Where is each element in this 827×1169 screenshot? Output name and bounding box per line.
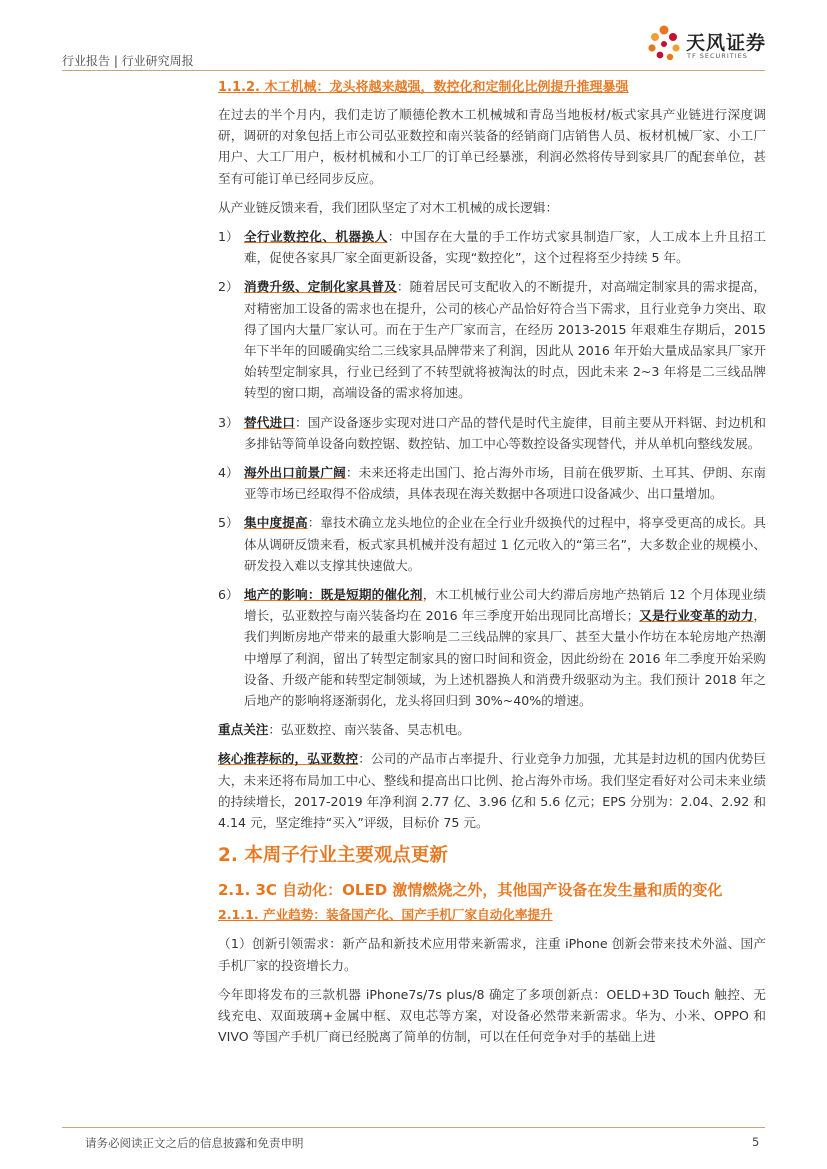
footer-divider	[62, 1127, 765, 1128]
header-divider	[62, 70, 765, 71]
list-item: 5） 集中度提高：靠技术确立龙头地位的企业在全行业升级换代的过程中，将享受更高的成长。具体从调研反馈来看，板式家具机械并没有超过 1 亿元收入的“第三名”，大多数企业的规模小、研发投入难以支撑其快速做大。	[218, 515, 767, 573]
paragraph: 在过去的半个月内，我们走访了顺德伦教木工机械城和青岛当地板材/板式家具产业链进行深度调研，调研的对象包括上市公司弘亚数控和南兴装备的经销商门店销售人员、板材机械厂家、小工厂用户、大工厂用户，板材机械和小工厂的订单已经暴涨，利润必然将传导到家具厂的配套单位，甚至有可能订单已经同步反应。	[218, 107, 766, 186]
list-item: 6） 地产的影响：既是短期的催化剂，木工机械行业公司大约滞后房地产热销后 12 个月体现业绩增长，弘亚数控与南兴装备均在 2016 年三季度开始出现同比高增长；又是行业变革的动力，我们判断房地产带来的最重大影响是二三线品牌的家具厂、甚至大量小作坊在本轮房地产热潮中增厚了利润，留出了转型定制家具的窗口时间和资金，因此纷纷在 2016 年二季度开始采购设备、升级产能和转型定制领域，为上述机器换人和消费升级驱动为主。我们预计 2018 年之后地产的影响将逐渐弱化，龙头将回归到 30%~40%的增速。	[218, 587, 767, 709]
paragraph: 今年即将发布的三款机器 iPhone7s/7s plus/8 确定了多项创新点：OELD+3D Touch 触控、无线充电、双面玻璃+金属中框、双电芯等方案，对设备必然带来新需求。华为、小米、OPPO 和 VIVO 等国产手机厂商已经脱离了简单的仿制，可以在任何竞争对手的基础上进	[218, 986, 766, 1045]
paragraph: 从产业链反馈来看，我们团队坚定了对木工机械的成长逻辑：	[218, 199, 559, 215]
logo-subtitle: TF SECURITIES	[687, 52, 748, 60]
core-recommendation-paragraph: 核心推荐标的，弘亚数控：公司的产品市占率提升、行业竞争力加强，尤其是封边机的国内优势巨大，未来还将布局加工中心、整线和提高出口比例、抢占海外市场。我们坚定看好对公司未来业绩的持续增长，2017-2019 年净利润 2.77 亿、3.96 亿和 5.6 亿元；EPS 分别为：2.04、2.92 和 4.14 元，坚定维持“买入”评级，目标价 75 元。	[218, 751, 767, 831]
page-number: 5	[752, 1135, 760, 1149]
section-heading-1-1-2: 1.1.2. 木工机械：龙头将越来越强，数控化和定制化比例提升推理暴强	[218, 80, 629, 95]
list-item: 1） 全行业数控化、机器换人：中国存在大量的手工作坊式家具制造厂家，人工成本上升且招工难，促使各家具厂家全面更新设备，实现“数控化”，这个过程将至少持续 5 年。	[218, 229, 767, 266]
logo-name: 天风证券	[686, 32, 767, 54]
paragraph: （1）创新引领需求：新产品和新技术应用带来新需求，注重 iPhone 创新会带来技术外溢、国产手机厂家的投资增长力。	[218, 936, 766, 973]
main-content	[218, 78, 766, 1055]
tf-securities-logo-icon	[646, 24, 682, 64]
focus-paragraph: 重点关注：弘亚数控、南兴装备、昊志机电。	[218, 722, 470, 738]
section-heading-2-1: 2.1. 3C 自动化：OLED 激情燃烧之外，其他国产设备在发生量和质的变化	[218, 881, 723, 900]
list-item: 2） 消费升级、定制化家具普及：随着居民可支配收入的不断提升，对高端定制家具的需求提高，对精密加工设备的需求也在提升，公司的核心产品恰好符合当下需求，且行业竞争力突出、取得了国内大量厂家认可。而在于生产厂家而言，在经历 2013-2015 年艰难生存期后，2015 年下半年的回暖确实给二三线家具品牌带来了利润，因此从 2016 年开始大量成品家具厂家开始转型定制家具，行业已经到了不转型就将被淘汰的时点，因此未来 2~3 年将是二三线品牌转型的窗口期，高端设备的需求将加速。	[218, 279, 767, 401]
logo	[646, 22, 768, 68]
footer-disclaimer: 请务必阅读正文之后的信息披露和免责申明	[85, 1136, 304, 1150]
list-item: 3） 替代进口：国产设备逐步实现对进口产品的替代是时代主旋律，目前主要从开料锯、封边机和多排钻等简单设备向数控锯、数控钻、加工中心等数控设备实现替代，并从单机向整线发展。	[218, 414, 767, 451]
list-item: 4） 海外出口前景广阔：未来还将走出国门、抢占海外市场，目前在俄罗斯、土耳其、伊朗、东南亚等市场已经取得不俗成绩，具体表现在海关数据中各项进口设备减少、出口量增加。	[218, 465, 767, 502]
report-category: 行业报告 | 行业研究周报	[62, 54, 194, 68]
section-heading-2-1-1: 2.1.1. 产业趋势：装备国产化、国产手机厂家自动化率提升	[218, 907, 553, 923]
section-heading-2: 2. 本周子行业主要观点更新	[218, 845, 448, 867]
